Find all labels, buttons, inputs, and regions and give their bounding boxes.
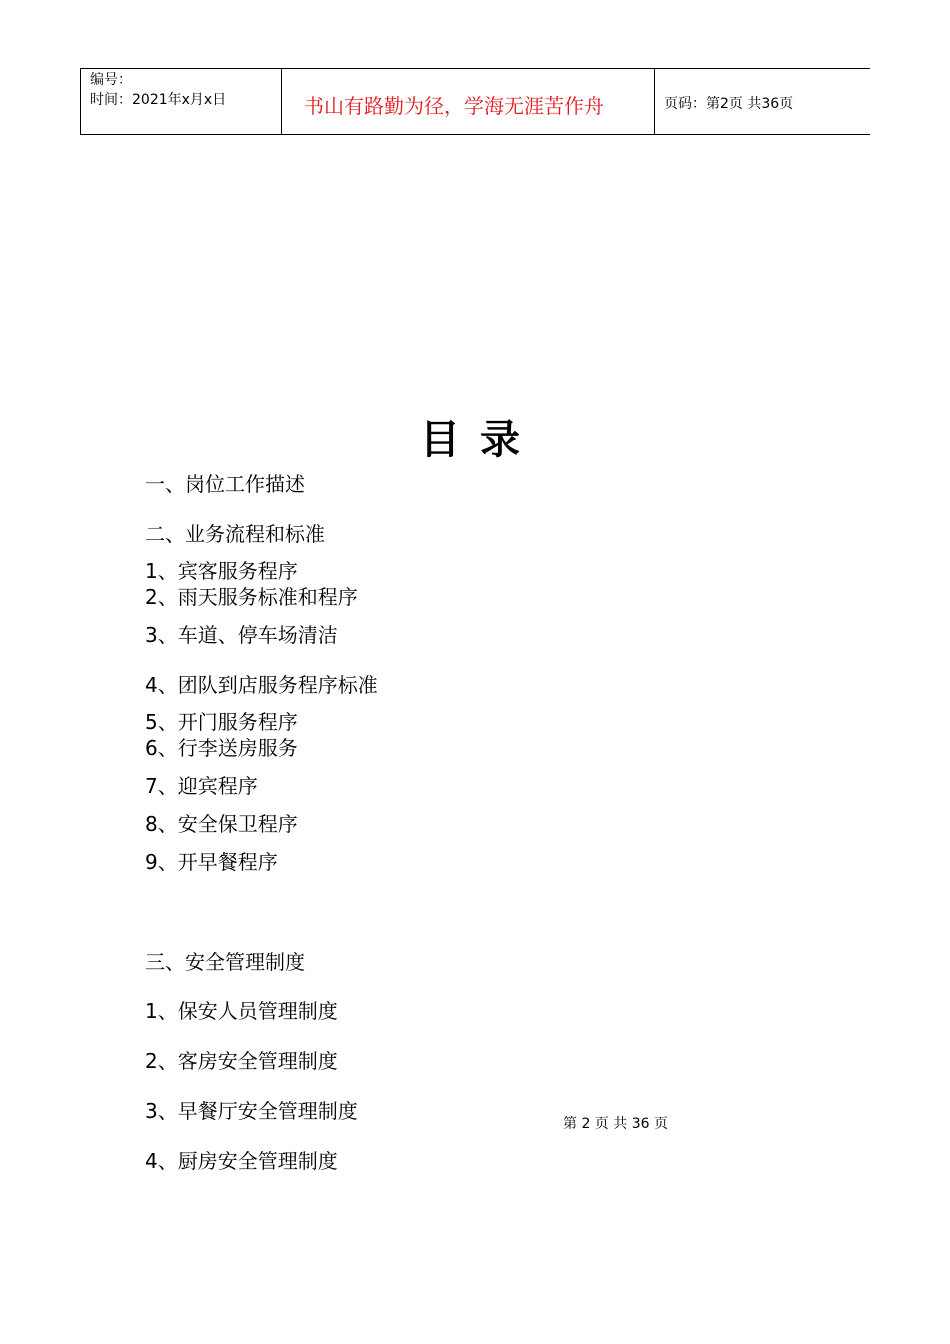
toc-item: 二、业务流程和标准	[145, 522, 325, 546]
toc-item: 一、岗位工作描述	[145, 472, 305, 496]
header-motto-cell	[282, 69, 655, 134]
toc-item: 3、早餐厅安全管理制度	[145, 1099, 358, 1123]
toc-item: 3、车道、停车场清洁	[145, 623, 338, 647]
toc-item: 三、安全管理制度	[145, 950, 305, 974]
document-header	[80, 68, 870, 135]
header-info-cell	[81, 69, 282, 134]
serial-number-label: 编号：	[90, 72, 132, 88]
header-page-cell	[655, 69, 870, 134]
toc-item: 7、迎宾程序	[145, 774, 258, 798]
date-label: 时间：2021年x月x日	[90, 92, 227, 108]
header-page-info: 页码：第2页 共36页	[664, 96, 794, 112]
toc-item: 4、厨房安全管理制度	[145, 1149, 338, 1173]
toc-item: 5、开门服务程序	[145, 710, 298, 734]
page-footer-number: 第 2 页 共 36 页	[563, 1116, 668, 1132]
toc-item: 2、雨天服务标准和程序	[145, 585, 358, 609]
toc-item: 8、安全保卫程序	[145, 812, 298, 836]
toc-item: 6、行李送房服务	[145, 736, 298, 760]
toc-item: 1、宾客服务程序	[145, 559, 298, 583]
toc-item: 1、保安人员管理制度	[145, 999, 338, 1023]
toc-item: 2、客房安全管理制度	[145, 1049, 338, 1073]
toc-item: 9、开早餐程序	[145, 850, 278, 874]
toc-item: 4、团队到店服务程序标准	[145, 673, 378, 697]
motto-text: 书山有路勤为径，学海无涯苦作舟	[304, 94, 604, 118]
toc-title: 目录	[420, 417, 540, 463]
